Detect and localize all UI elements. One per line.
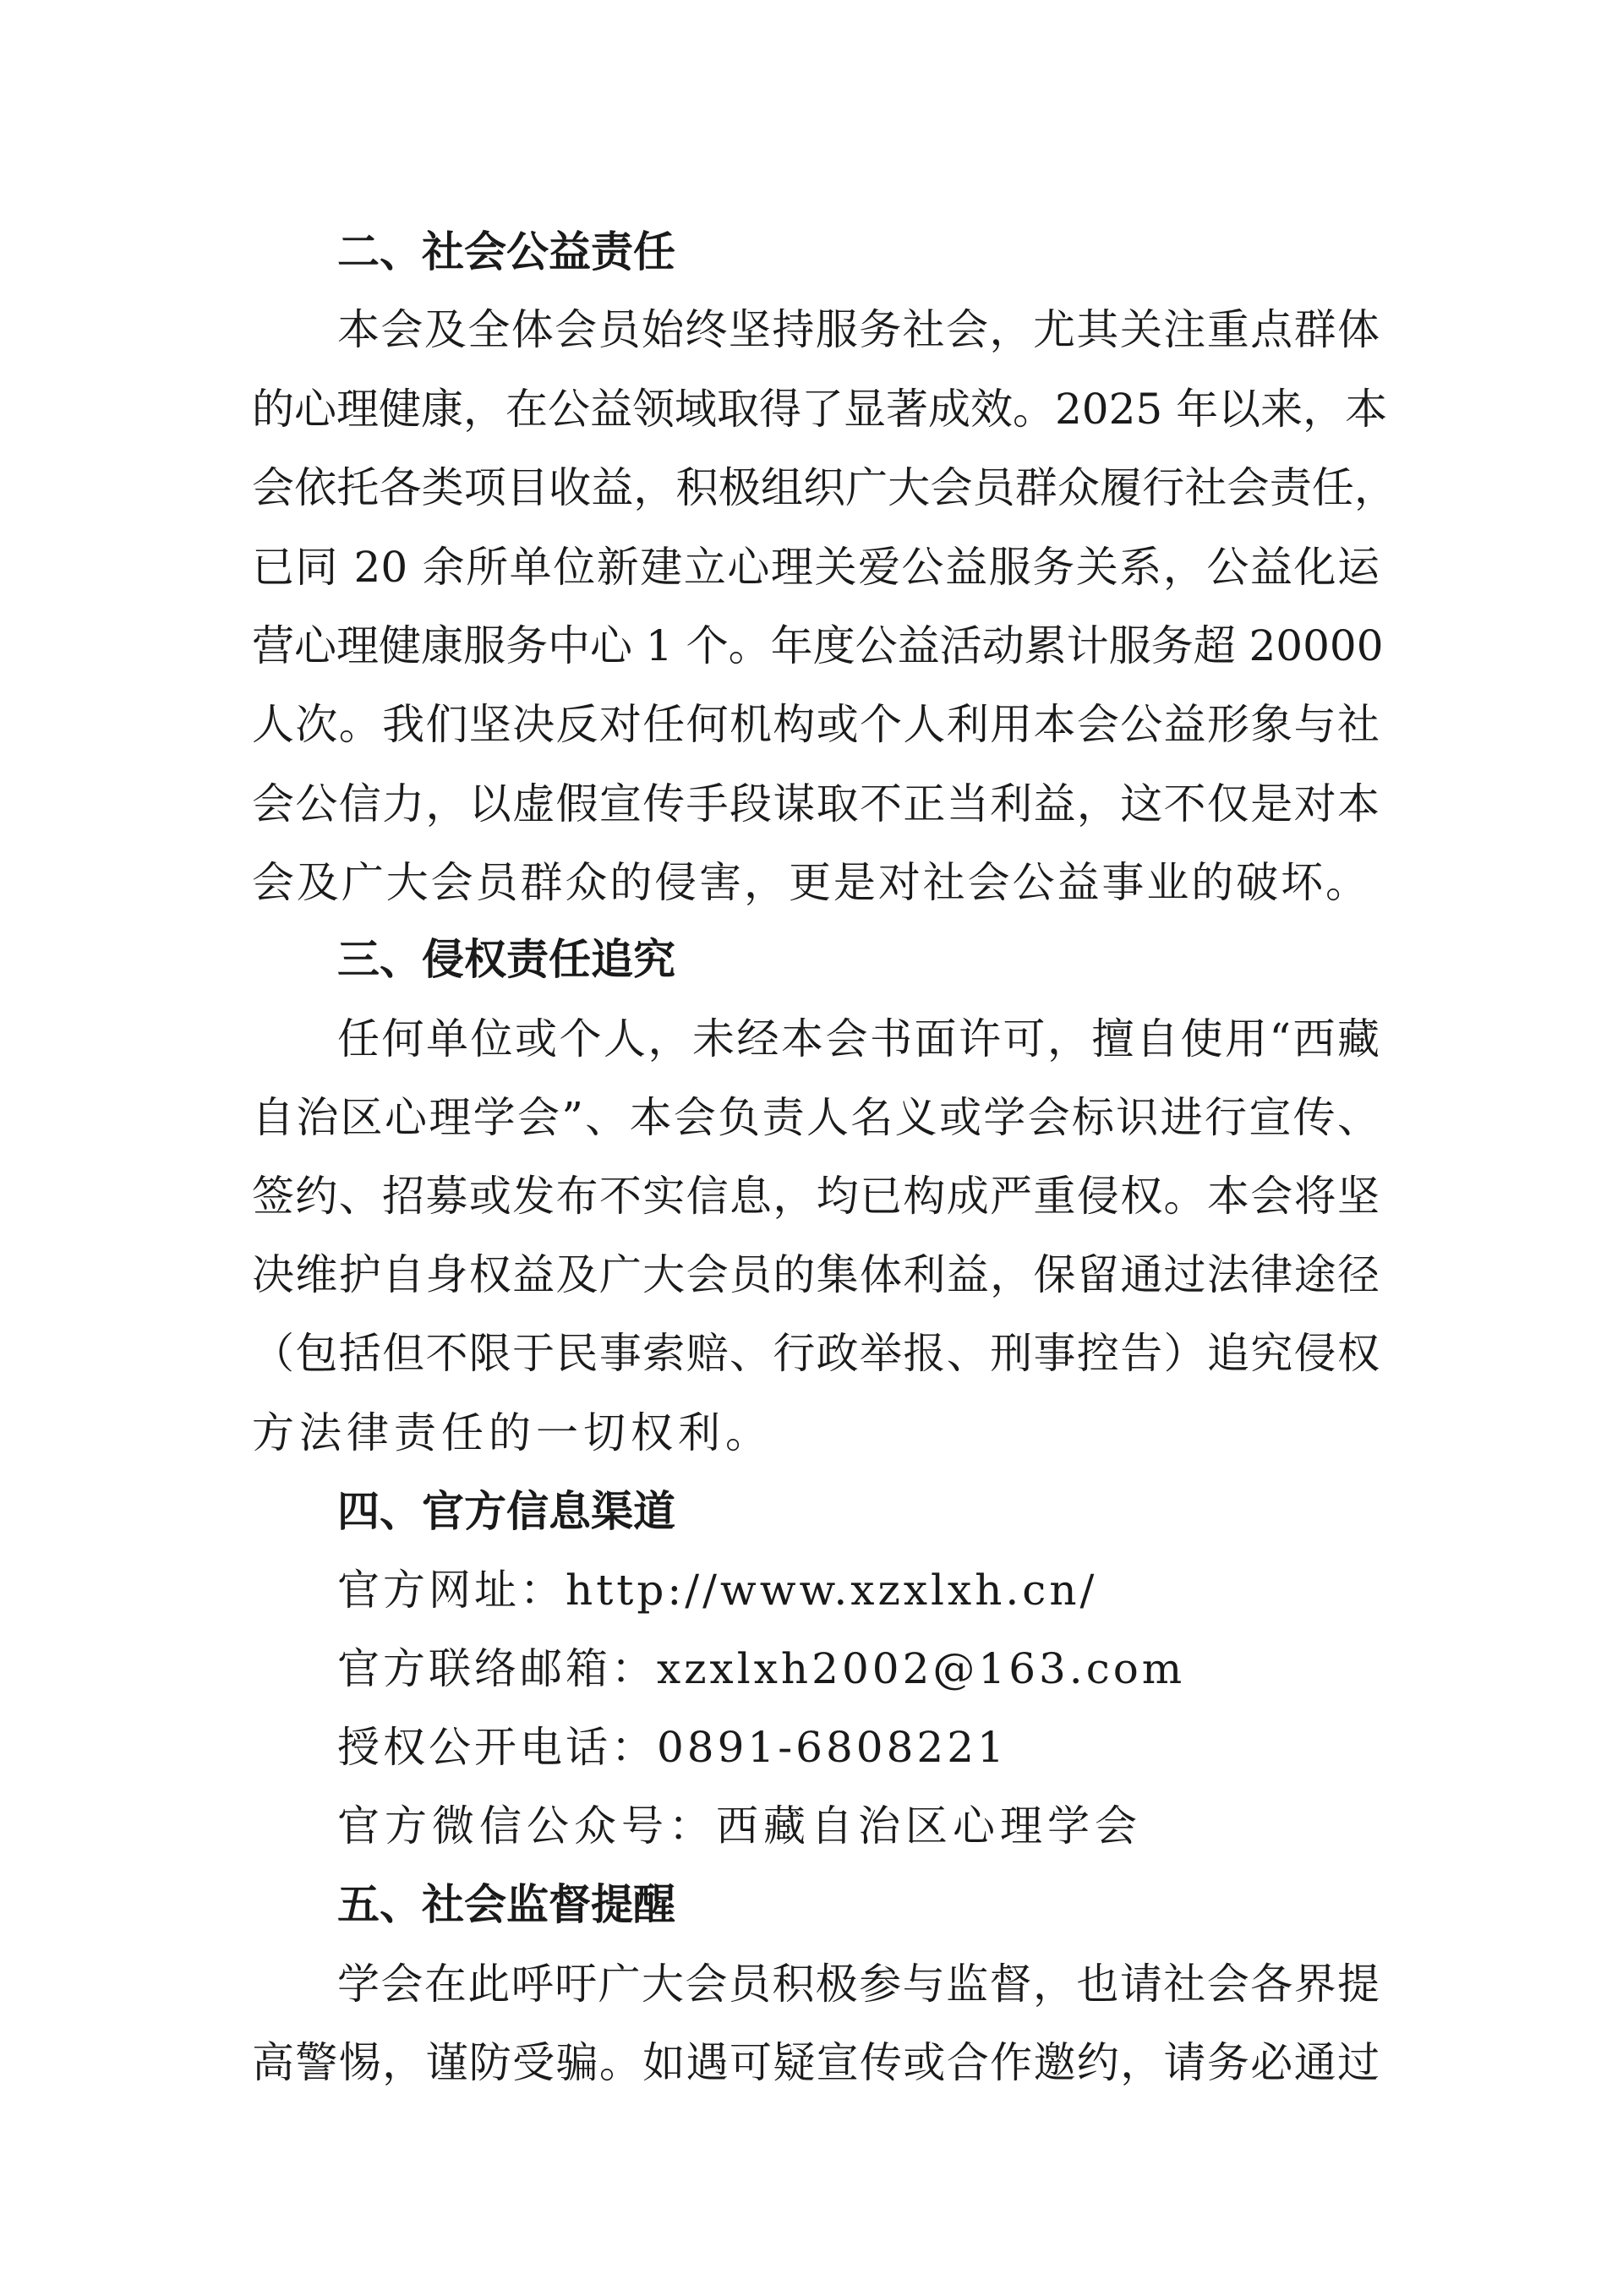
paragraph-line: 方法律责任的一切权利。 bbox=[252, 1408, 773, 1457]
paragraph-line: 本会及全体会员始终坚持服务社会，尤其关注重点群体 bbox=[337, 305, 1380, 354]
paragraph-line: 会依托各类项目收益，积极组织广大会员群众履行社会责任， bbox=[252, 463, 1396, 512]
section-heading: 二、社会公益责任 bbox=[337, 227, 675, 276]
paragraph-line: 已同 20 余所单位新建立心理关爱公益服务关系，公益化运 bbox=[252, 543, 1380, 592]
paragraph-line: 决维护自身权益及广大会员的集体利益，保留通过法律途径 bbox=[252, 1250, 1380, 1299]
paragraph-line: 会公信力，以虚假宣传手段谋取不正当利益，这不仅是对本 bbox=[252, 779, 1380, 828]
paragraph-line: 签约、招募或发布不实信息，均已构成严重侵权。本会将坚 bbox=[252, 1172, 1380, 1221]
paragraph-line: 学会在此呼吁广大会员积极参与监督，也请社会各界提 bbox=[337, 1960, 1380, 2009]
official-email: 官方联络邮箱：xzxlxh2002@163.com bbox=[337, 1644, 1186, 1693]
section-heading: 三、侵权责任追究 bbox=[337, 935, 675, 984]
official-website: 官方网址：http://www.xzxlxh.cn/ bbox=[337, 1566, 1098, 1615]
paragraph-line: 任何单位或个人，未经本会书面许可，擅自使用“西藏 bbox=[337, 1014, 1380, 1063]
section-heading: 四、官方信息渠道 bbox=[337, 1487, 675, 1536]
official-phone: 授权公开电话：0891-6808221 bbox=[337, 1723, 1008, 1772]
official-wechat: 官方微信公众号：西藏自治区心理学会 bbox=[337, 1801, 1142, 1850]
paragraph-line: 自治区心理学会”、本会负责人名义或学会标识进行宣传、 bbox=[252, 1093, 1380, 1142]
paragraph-line: 高警惕，谨防受骗。如遇可疑宣传或合作邀约，请务必通过 bbox=[252, 2038, 1380, 2087]
paragraph-line: 人次。我们坚决反对任何机构或个人利用本会公益形象与社 bbox=[252, 700, 1380, 749]
paragraph-line: 营心理健康服务中心 1 个。年度公益活动累计服务超 20000 bbox=[252, 621, 1384, 670]
paragraph-line: （包括但不限于民事索赔、行政举报、刑事控告）追究侵权 bbox=[252, 1329, 1380, 1378]
paragraph-line: 的心理健康，在公益领域取得了显著成效。2025 年以来，本 bbox=[252, 385, 1388, 434]
paragraph-line: 会及广大会员群众的侵害，更是对社会公益事业的破坏。 bbox=[252, 858, 1368, 907]
section-heading: 五、社会监督提醒 bbox=[337, 1880, 675, 1929]
